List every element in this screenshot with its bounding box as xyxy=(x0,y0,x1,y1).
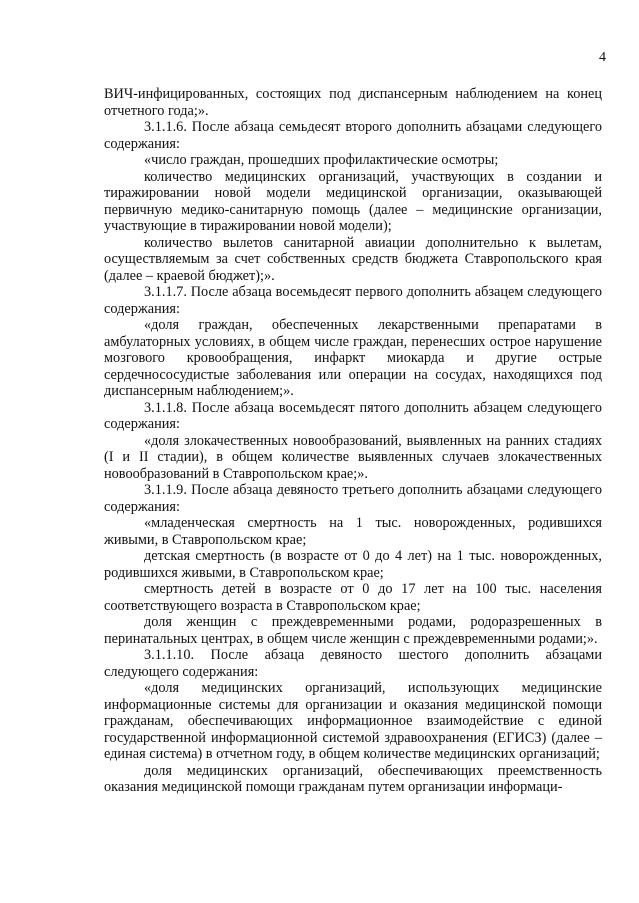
paragraph: «число граждан, прошедших профилактические осмотры; xyxy=(144,152,499,168)
paragraph: количество вылетов санитарной авиации дополнительно к вылетам, осуществляемым за счет собственных средств бюджета Ставропольского края (далее – краевой бюджет);». xyxy=(104,234,602,284)
paragraph: 3.1.1.8. После абзаца восемьдесят пятого дополнить абзацем следующего содержания: xyxy=(104,399,602,432)
paragraph: количество медицинских организаций, участвующих в создании и тиражировании новой модели медицинской организации, оказывающей первичную медико-санитарную помощь (далее – медицинские организации, участвующие в тиражировании новой модели); xyxy=(104,168,602,234)
document-body xyxy=(104,86,602,796)
paragraph: «доля медицинских организаций, использующих медицинские информационные системы для организации и оказания медицинской помощи гражданам, обеспечивающих информационное взаимодействие с единой государственной информационной системой здравоохранения (ЕГИСЗ) (далее – единая система) в отчетном году, в общем количестве медицинских организаций; xyxy=(104,680,602,762)
page-number: 4 xyxy=(599,50,606,65)
paragraph: «доля граждан, обеспеченных лекарственными препаратами в амбулаторных условиях, в общем числе граждан, перенесших острое нарушение мозгового кровообращения, инфаркт миокарда и другие острые сердечнососудистые заболевания или операции на сосудах, находящихся под диспансерным наблюдением;». xyxy=(104,317,602,399)
paragraph: 3.1.1.9. После абзаца девяносто третьего дополнить абзацами следующего содержания: xyxy=(104,482,602,515)
paragraph: «доля злокачественных новообразований, выявленных на ранних стадиях (I и II стадии), в общем количестве выявленных случаев злокачественных новообразований в Ставропольском крае;». xyxy=(104,432,602,482)
paragraph: доля медицинских организаций, обеспечивающих преемственность оказания медицинской помощи гражданам путем организации информаци- xyxy=(104,762,602,795)
paragraph: 3.1.1.10. После абзаца девяносто шестого дополнить абзацами следующего содержания: xyxy=(104,647,602,680)
paragraph: 3.1.1.7. После абзаца восемьдесят первого дополнить абзацем следующего содержания: xyxy=(104,284,602,317)
paragraph: смертность детей в возрасте от 0 до 17 лет на 100 тыс. населения соответствующего возраста в Ставропольском крае; xyxy=(104,581,602,614)
paragraph: 3.1.1.6. После абзаца семьдесят второго дополнить абзацами следующего содержания: xyxy=(104,119,602,152)
paragraph: детская смертность (в возрасте от 0 до 4 лет) на 1 тыс. новорожденных, родившихся живыми, в Ставропольском крае; xyxy=(104,548,602,581)
paragraph: «младенческая смертность на 1 тыс. новорожденных, родившихся живыми, в Ставропольском крае; xyxy=(104,515,602,548)
paragraph: ВИЧ-инфицированных, состоящих под диспансерным наблюдением на конец отчетного года;». xyxy=(104,86,602,119)
paragraph: доля женщин с преждевременными родами, родоразрешенных в перинатальных центрах, в общем числе женщин с преждевременными родами;». xyxy=(104,614,602,647)
